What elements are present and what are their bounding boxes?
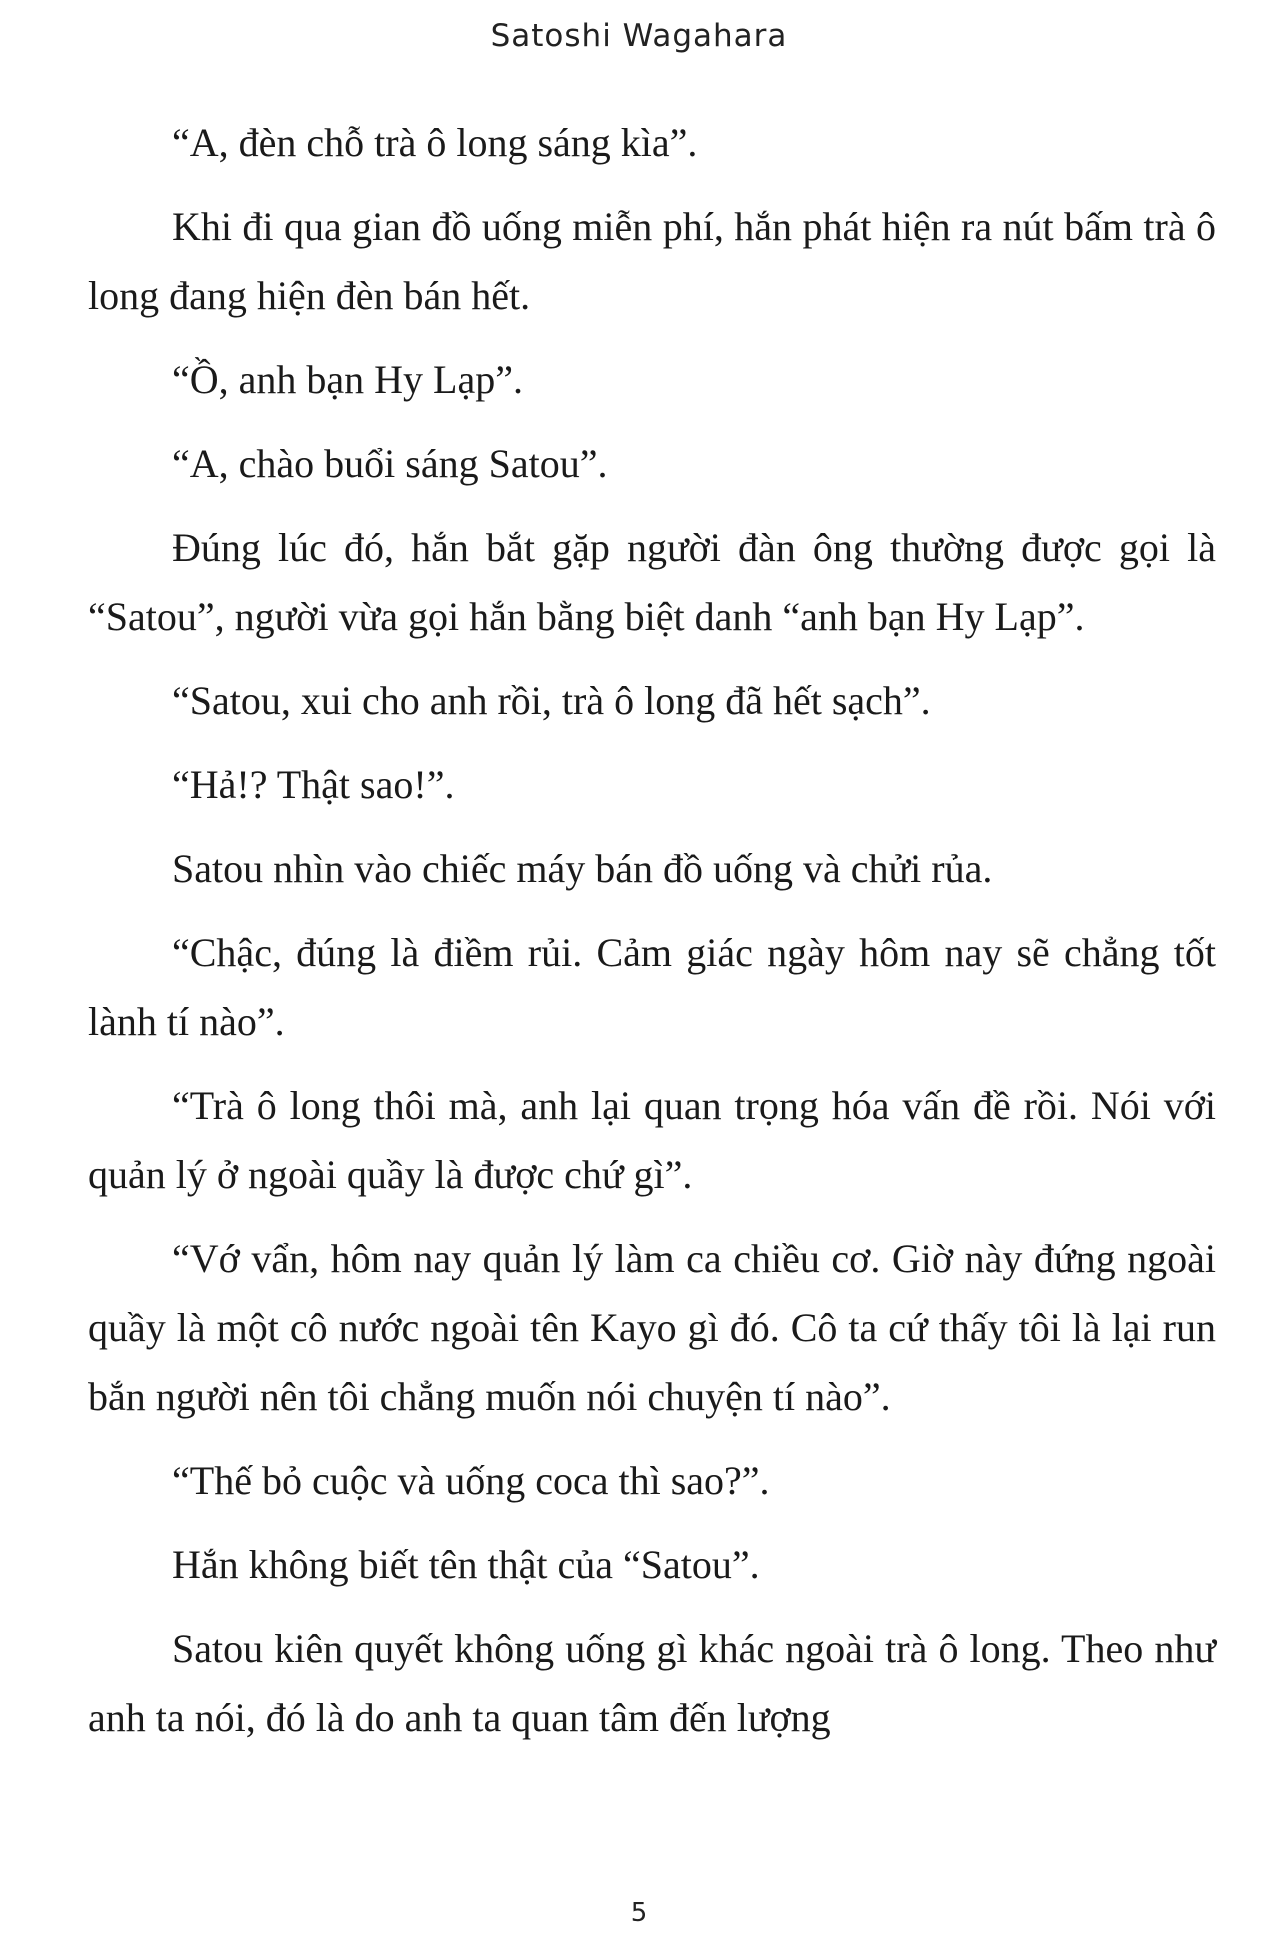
paragraph: Đúng lúc đó, hắn bắt gặp người đàn ông thường được gọi là “Satou”, người vừa gọi hắn bằng biệt danh “anh bạn Hy Lạp”.: [88, 525, 1216, 639]
paragraph: “Chậc, đúng là điềm rủi. Cảm giác ngày hôm nay sẽ chẳng tốt lành tí nào”.: [88, 930, 1216, 1044]
paragraph: “A, chào buổi sáng Satou”.: [172, 441, 608, 486]
page-number: 5: [630, 1898, 648, 1928]
paragraph: Hắn không biết tên thật của “Satou”.: [172, 1542, 760, 1587]
paragraph: “Vớ vẩn, hôm nay quản lý làm ca chiều cơ. Giờ này đứng ngoài quầy là một cô nước ngoài tên Kayo gì đó. Cô ta cứ thấy tôi là lại run bắn người nên tôi chẳng muốn nói chuyện tí nào”.: [88, 1236, 1216, 1419]
paragraph: “A, đèn chỗ trà ô long sáng kìa”.: [172, 120, 698, 165]
paragraph: “Hả!? Thật sao!”.: [172, 762, 455, 807]
paragraph: Satou nhìn vào chiếc máy bán đồ uống và chửi rủa.: [172, 846, 993, 891]
paragraph: Khi đi qua gian đồ uống miễn phí, hắn phát hiện ra nút bấm trà ô long đang hiện đèn bán hết.: [88, 204, 1216, 318]
paragraph: “Satou, xui cho anh rồi, trà ô long đã hết sạch”.: [172, 678, 931, 723]
paragraph: “Trà ô long thôi mà, anh lại quan trọng hóa vấn đề rồi. Nói với quản lý ở ngoài quầy là được chứ gì”.: [88, 1083, 1216, 1197]
running-header-author: Satoshi Wagahara: [490, 18, 788, 54]
paragraph: “Ồ, anh bạn Hy Lạp”.: [172, 357, 523, 402]
paragraph: “Thế bỏ cuộc và uống coca thì sao?”.: [172, 1458, 770, 1503]
paragraph: Satou kiên quyết không uống gì khác ngoài trà ô long. Theo như anh ta nói, đó là do anh ta quan tâm đến lượng: [88, 1626, 1216, 1740]
body-text: [88, 108, 1216, 1767]
